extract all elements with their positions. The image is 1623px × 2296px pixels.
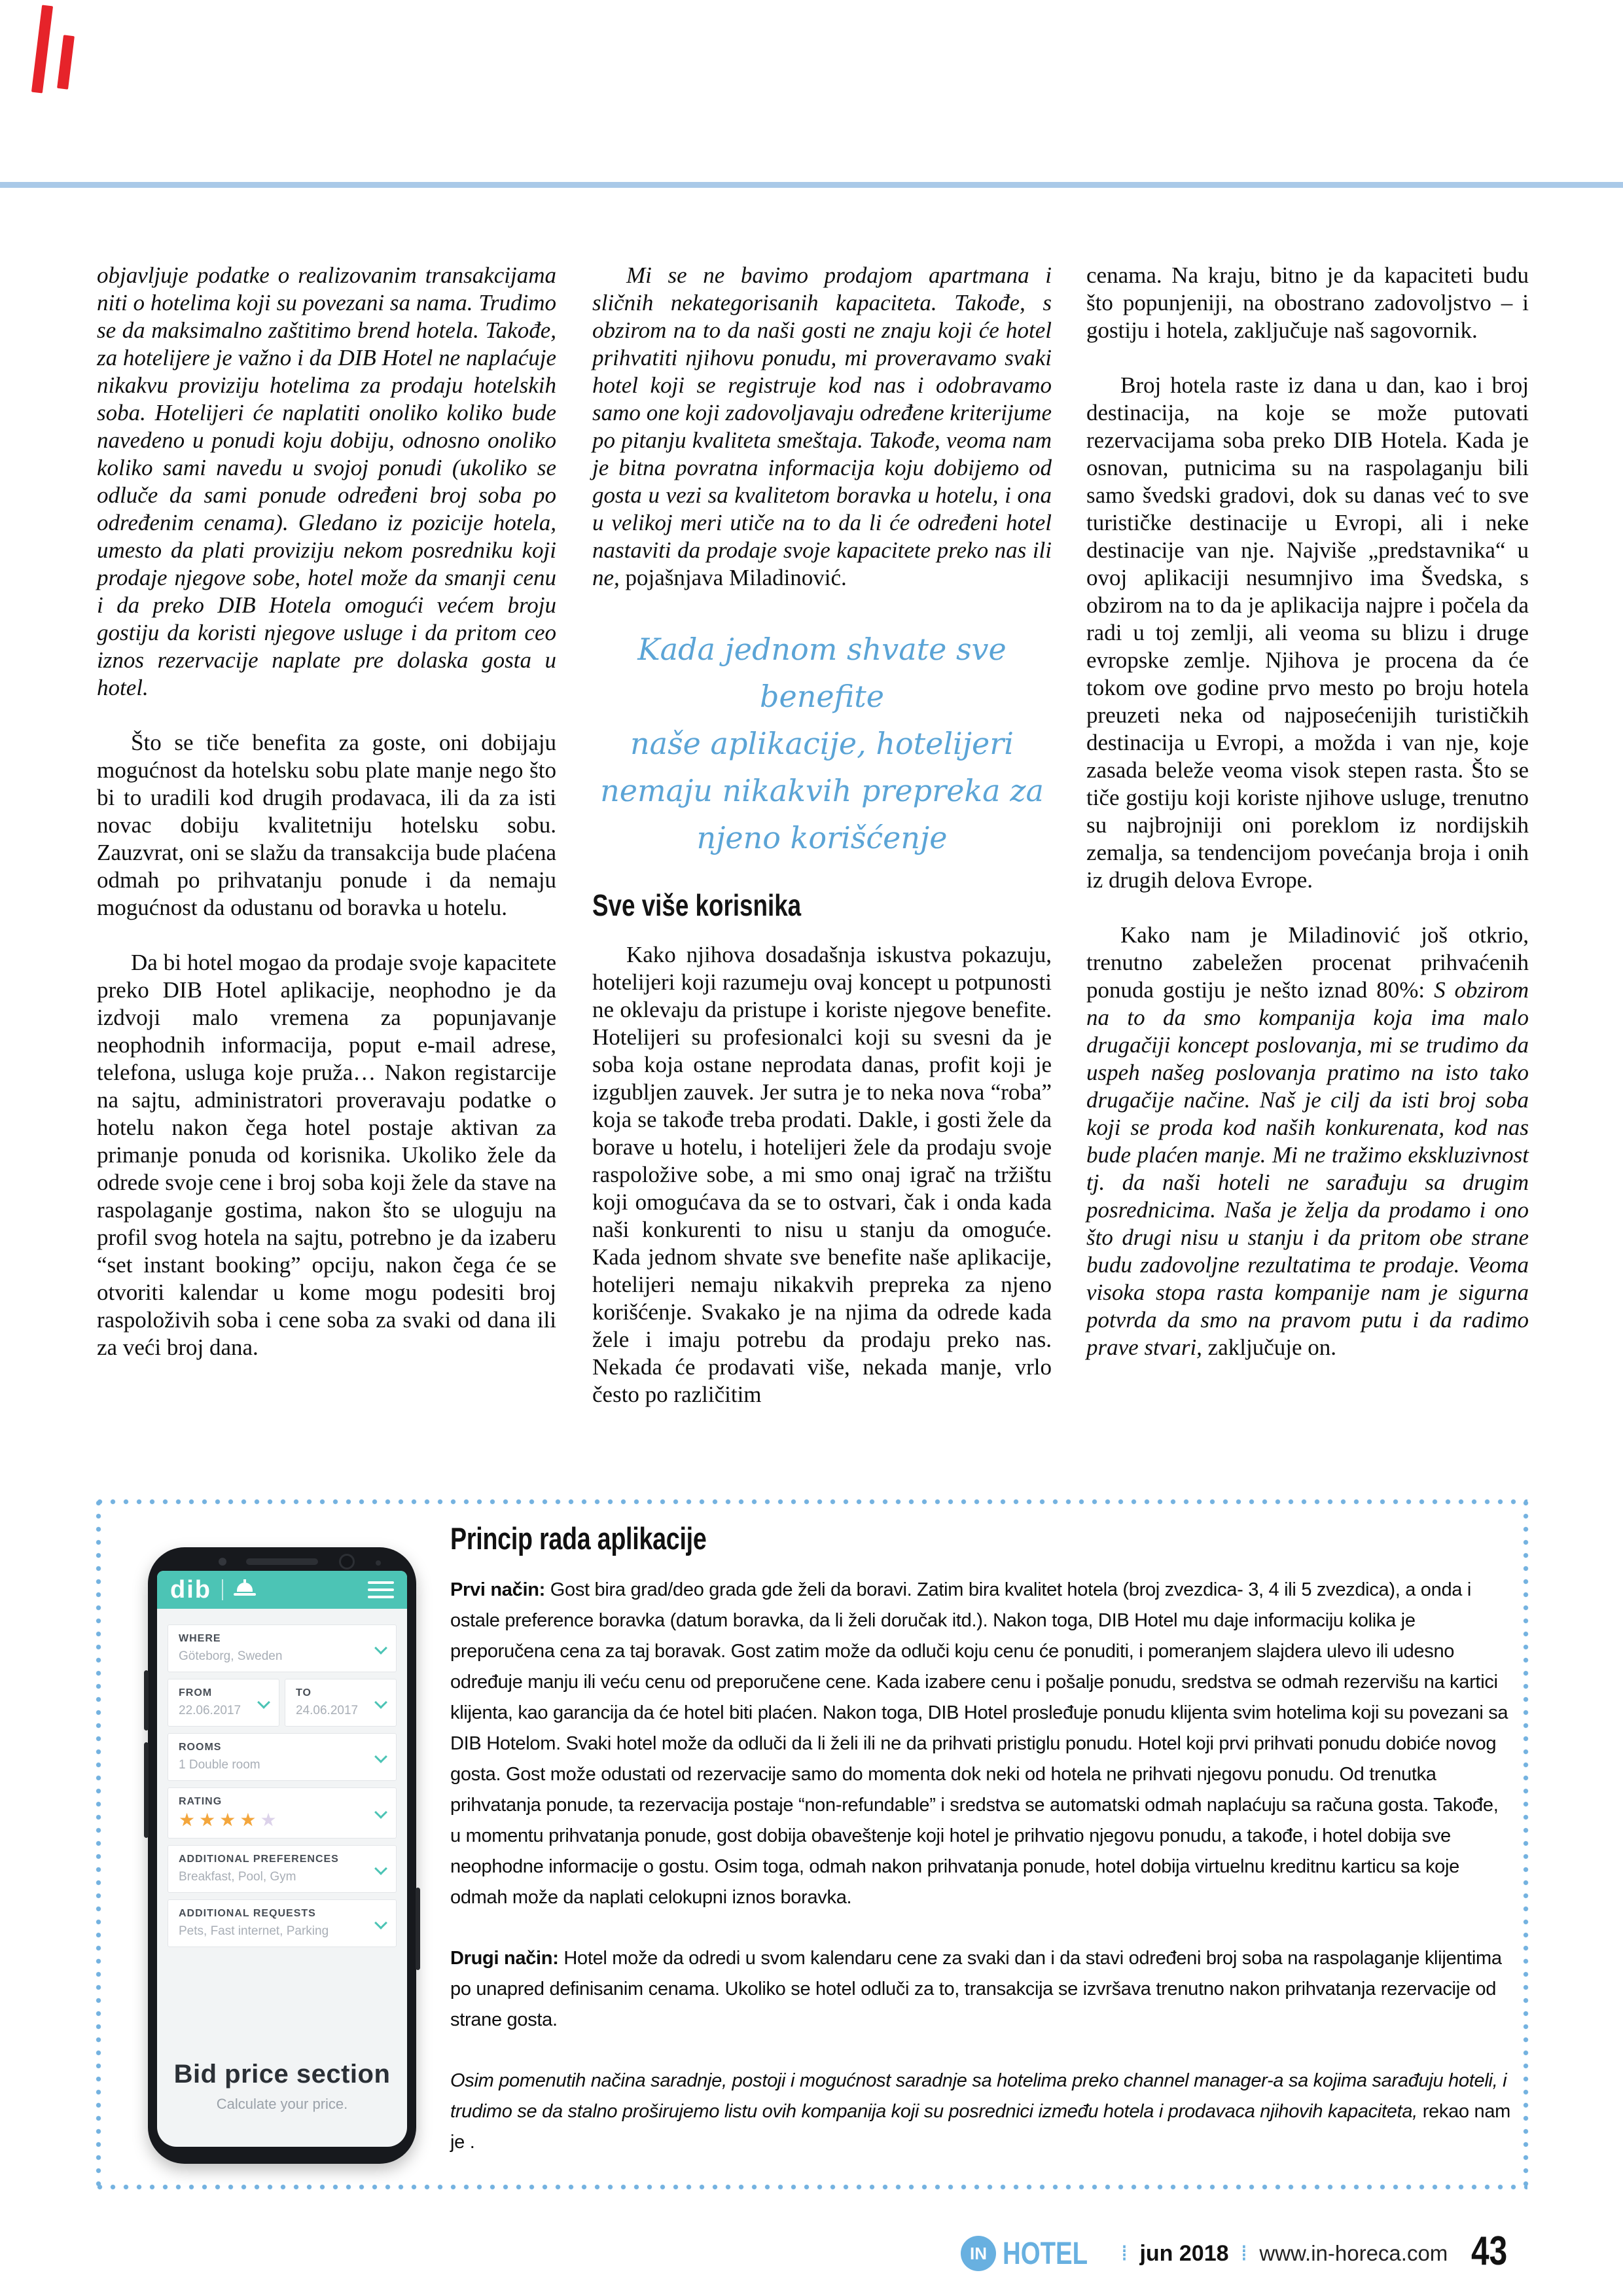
in-hotel-logo-text: HOTEL [1003,2236,1088,2271]
phone-front-camera [339,1554,355,1570]
article-paragraph [1086,922,1529,1361]
bid-price-title: Bid price section [173,2060,391,2089]
attribution-run: rekao nam je . [450,2101,1511,2153]
chevron-down-icon [374,1806,387,1819]
quote-run: Osim pomenutih načina saradnje, postoji i mogućnost saradnje sa hotelima preko channel manager-a sa kojima sarađuju hoteli, i trudimo se da stalno proširujemo listu ovih kompanija koji su posrednici između hotela i prodavaca njihovih kapaciteta, [450,2070,1507,2122]
star-icon: ★ [199,1810,220,1830]
quote-run: Mi se ne bavimo prodajom apartmana i sličnih nekategorisanih kapaciteta. Takođe, s obzirom na to da naši gosti ne znaju koji će hotel prihvatiti njihovu ponudu, mi proveravamo svaki hotel koji se registruje kod nas i odobravamo samo one koji zadovoljavaju određene kriterijume po pitanju kvaliteta smeštaja. Takođe, veoma nam je bitna povratna informacija koju dobijemo od gosta u vezi sa kvalitetom boravka u hotelu, i ona u velikoj meri utiče na to da li će određeni hotel nastaviti da prodaje svoje kapacitete preko nas ili ne, [592,262,1052,590]
dotted-border-left [96,1500,101,2189]
star-icon: ★ [240,1810,260,1830]
article-paragraph: objavljuje podatke o realizovanim transakcijama niti o hotelima koji su povezani sa nama. Trudimo se da maksimalno zaštitimo brend hotela. Takođe, za hotelijere je važno i da DIB Hotel ne naplaćuje nikakvu proviziju hotelima za prodaju hotelskih soba. Hotelijeri će naplatiti onoliko koliko bude navedeno u ponudi koju dobiju, odnosno onoliko koliko sami navedu u svojoj ponudi (ukoliko se odluče da sami ponude određeni broj soba po određenim cenama). Gledano iz pozicije hotela, umesto da plati proviziju nekom posredniku koji prodaje njegove sobe, hotel može da smanji cenu i da preko DIB Hotela omogući većem broju gostiju da koristi njegove usluge i da pritom ceo iznos rezervacije naplate pre dolaska gosta u hotel. [97,262,556,700]
info-box [97,1500,1527,2189]
info-box-heading: Princip rada aplikacije [450,1521,707,1556]
article-paragraph [592,262,1052,592]
chevron-down-icon [374,1916,387,1929]
field-value: 1 Double room [179,1758,260,1772]
quote-run: S obzirom na to da smo kompanija koja ima malo drugačiji koncept poslovanja, mi se trudimo da uspeh našeg poslovanja pratimo na isto tako drugačije načine. Naš je cilj da isti broj soba koji se proda kod naših konkurenata, kod nas bude plaćen manje. Mi ne tražimo ekskluzivnost tj. da naši hoteli ne sarađuju sa drugim posrednicima. Naša je želja da prodamo i ono što drugi nisu u stanju i da pritom obe strane budu zadovoljne rezultatima te prodaje. Veoma visoka stopa rasta kompanije nam je sigurna potvrda da smo na pravom putu i da radimo prave stvari, [1086,977,1529,1360]
app-header [157,1571,407,1609]
chevron-down-icon [257,1696,270,1709]
field-label: TO [296,1687,312,1698]
phone-power-button [416,1888,420,1970]
phone-camera-dot [219,1558,226,1566]
search-form [157,1609,407,1947]
star-rating [179,1810,370,1830]
app-screen [157,1571,407,2147]
info-box-paragraph [450,1943,1510,2036]
article-paragraph: Broj hotela raste iz dana u dan, kao i broj destinacija, na koje se može putovati rezervacijama soba preko DIB Hotela. Kada je osnovan, putnicima su na raspolaganju bili samo švedski gradovi, dok su danas već to sve turističke destinacije u Evropi, ali i neke destinacije van nje. Najviše „predstavnika“ u ovoj aplikaciji nesumnjivo ima Švedska, s obzirom na to da je aplikacija najpre i počela da radi u toj zemlji, ali veoma su blizu i druge evropske zemlje. Njihova je procena da će tokom ove godine prvo mesto po broju hotela preuzeti neka od najposećenijih turističkih destinacija u Evropi, a možda i van nje, koje zasada beleže veoma visok stepen rasta. Što se tiče gostiju koji koriste njihove usluge, trenutno su najbrojniji oni poreklom iz nordijskih zemalja, sa tendencijom povećanja broja i onih iz drugih delova Evrope. [1086,372,1529,893]
chevron-down-icon [374,1750,387,1763]
article-paragraph: Da bi hotel mogao da prodaje svoje kapacitete preko DIB Hotel aplikacije, neophodno je da izdvoji malo vremena za popunjavanje neophodnih informacija, poput e-mail adrese, telefona, usluga koje pruža… Nakon registarcije na sajtu, administratori proveravaju podatke o hotelu nakon čega hotel postaje aktivan za primanje ponuda od korisnika. Ukoliko žele da odrede svoje cene i broj soba koji žele da stave na raspolaganje gostima, nakon što se uloguju na profil svog hotela na sajtu, potrebno je da izaberu “set instant booking” opciju, nakon čega će se otvoriti kalendar u kome mogu podesiti broj raspoloživih soba i cene soba za svaki od dana ili za veći broj dana. [97,950,556,1360]
field-label: RATING [179,1796,223,1807]
page-footer [961,2233,1448,2274]
divider [222,1579,223,1600]
dotted-separator: ⁞ [1120,2240,1128,2267]
article-column-1 [97,262,556,1389]
paragraph-lead-label: Prvi način: [450,1579,550,1600]
paragraph-text: Gost bira grad/deo grada gde želi da boravi. Zatim bira kvalitet hotela (broj zvezdica- 3, 4 ili 5 zvezdica), a onda i ostale preference boravka (datum boravka, da li želi doručak itd.). Nakon toga, DIB Hotel mu daje informaciju kolika je preporučena cena za taj boravak. Gost zatim može da odluči koju cenu će ponuditi, i pomeranjem slajdera ulevo ili udesno određuje manju ili veću cenu od preporučene cene. Kada izabere cenu i pošalje ponudu, sredstva se odmah rezervišu na kartici klijenta, kao garancija da će hotel biti plaćen. Nakon toga, DIB Hotel prosleđuje ponudu klijenta svim hotelima koji su povezani sa DIB Hotelom. Svaki hotel može da odluči da li želi ili ne da prihvati pristiglu ponudu. Hotel koji prvi prihvati ponudu dobiće novog gosta. Gost može odustati od rezervacije samo do momenta dok neki od hotela ne prihvati njegovu ponudu. Od trenutka prihvatanja ponude, ta rezervacija postaje “non-refundable” i sredstva se automatski odmah naplaćuju sa računa gosta. Takođe, u momentu prihvatanja ponude, gost dobija obaveštenje koji hotel je prihvatio njegovu ponudu, a takođe, i hotel dobija sve neophodne informacije o gostu. Osim toga, odmah nakon prihvatanja ponude, hotel dobija virtuelnu kreditnu karticu sa koje odmah može da naplati celokupni iznos boravka. [450,1579,1508,1908]
article-column-3 [1086,262,1529,1389]
where-field[interactable] [168,1624,397,1672]
registration-mark [31,5,53,93]
field-label: ADDITIONAL PREFERENCES [179,1854,339,1865]
phone-volume-button [144,1670,149,1731]
issue-date: jun 2018 [1139,2240,1229,2266]
field-value: 22.06.2017 [179,1704,241,1717]
bid-price-section [157,2060,407,2113]
dotted-border-top [97,1499,1527,1505]
in-hotel-logo-icon: IN [961,2236,996,2271]
field-label: ADDITIONAL REQUESTS [179,1908,316,1919]
phone-volume-button [144,1742,149,1838]
info-box-paragraph [450,1575,1510,1913]
attribution-run: zaključuje on. [1202,1335,1336,1360]
article-paragraph: Kako njihova dosadašnja iskustva pokazuju, hotelijeri koji razumeju ovaj koncept u potpunosti ne oklevaju da pristupe i koriste njegove benefite. Hotelijeri su profesionalci koji su svesni da je soba koja ostane neprodata danas, profit koji je izgubljen zauvek. Jer sutra je to neka nova “roba” koja se takođe treba prodati. Dakle, i gosti žele da borave u hotelu, i hotelijeri žele da prodaju svoje raspoložive sobe, a mi smo onaj igrač na tržištu koji omogućava da se to ostvari, čak i onda kada naši konkurenti to nisu u stanju da omoguće. Kada jednom shvate sve benefite naše aplikacije, hotelijeri nemaju nikakvih prepreka za njeno korišćenje. Svakako je na njima da odrede kada žele i imaju potrebu da prodaju preko nas. Nekada će prodavati više, nekada manje, vrlo često po različitim [592,942,1052,1407]
app-logo: dib [170,1576,211,1604]
info-box-paragraph [450,2066,1510,2158]
chevron-down-icon [374,1696,387,1709]
bid-price-subtitle: Calculate your price. [216,2096,348,2112]
article-paragraph: cenama. Na kraju, bitno je da kapaciteti budu što popunjeniji, na obostrano zadovoljstvo – i gostiju i hotela, zaključuje naš sagovornik. [1086,262,1529,343]
website-url: www.in-horeca.com [1259,2241,1448,2265]
attribution-run: pojašnjava Miladinović. [619,565,847,590]
hamburger-menu-icon[interactable] [368,1581,394,1598]
dotted-separator: ⁞ [1240,2240,1248,2267]
field-label: FROM [179,1687,213,1698]
chevron-down-icon [374,1862,387,1875]
pull-quote [592,626,1052,861]
section-heading: Sve više korisnika [592,888,802,922]
article-column-2 [592,262,1052,1436]
pull-quote-line: Kada jednom shvate sve benefite [637,632,1007,714]
star-icon: ★ [219,1810,240,1830]
article-paragraph: Što se tiče benefita za goste, oni dobijaju mogućnost da hotelsku sobu plate manje nego što bi to uradili kod drugih prodavaca, ili da za isti novac dobiju kvalitetniju hotelsku sobu. Zauzvrat, oni se slažu da transakcija bude plaćena odmah po prihvatanju ponude i da nemaju mogućnost da odustanu od boravka u hotelu. [97,730,556,920]
date-row [168,1679,397,1733]
pull-quote-line: naše aplikacije, hotelijeri [630,726,1014,761]
rooms-field[interactable] [168,1733,397,1781]
additional-requests-field[interactable] [168,1899,397,1947]
field-value: Göteborg, Sweden [179,1649,283,1663]
field-value: Pets, Fast internet, Parking [179,1924,329,1938]
pull-quote-line: njeno korišćenje [696,820,948,855]
chevron-down-icon [374,1641,387,1655]
registration-mark [57,35,75,89]
phone-mockup [148,1547,416,2164]
dotted-border-right [1523,1500,1529,2189]
to-date-field[interactable] [285,1679,397,1727]
pull-quote-line: nemaju nikakvih prepreka za [600,773,1044,808]
star-icon: ★ [260,1810,281,1830]
page-number: 43 [1471,2229,1508,2274]
paragraph-text: Hotel može da odredi u svom kalendaru cene za svaki dan i da stavi određeni broj soba na raspolaganje klijentima po unapred definisanim cenama. Ukoliko se hotel odluči za to, transakcija se izvršava trenutno nakon prihvatanja rezervacije od strane gosta. [450,1948,1502,2030]
field-value: Breakfast, Pool, Gym [179,1870,296,1884]
dotted-border-bottom [97,2184,1527,2190]
top-rule [0,182,1623,188]
phone-sensor [376,1560,381,1566]
additional-preferences-field[interactable] [168,1845,397,1893]
rating-field[interactable] [168,1787,397,1839]
field-label: WHERE [179,1633,221,1644]
hotel-bell-icon [234,1581,256,1598]
paragraph-lead-label: Drugi način: [450,1948,564,1969]
from-date-field[interactable] [168,1679,279,1727]
phone-speaker [246,1558,318,1565]
intro-run: Kako nam je Miladinović još otkrio, trenutno zabeležen procenat prihvaćenih ponuda gostiju je nešto iznad 80%: [1086,922,1529,1003]
field-label: ROOMS [179,1742,222,1753]
star-icon: ★ [179,1810,200,1830]
info-box-text [450,1522,1510,2158]
field-value: 24.06.2017 [296,1704,359,1717]
